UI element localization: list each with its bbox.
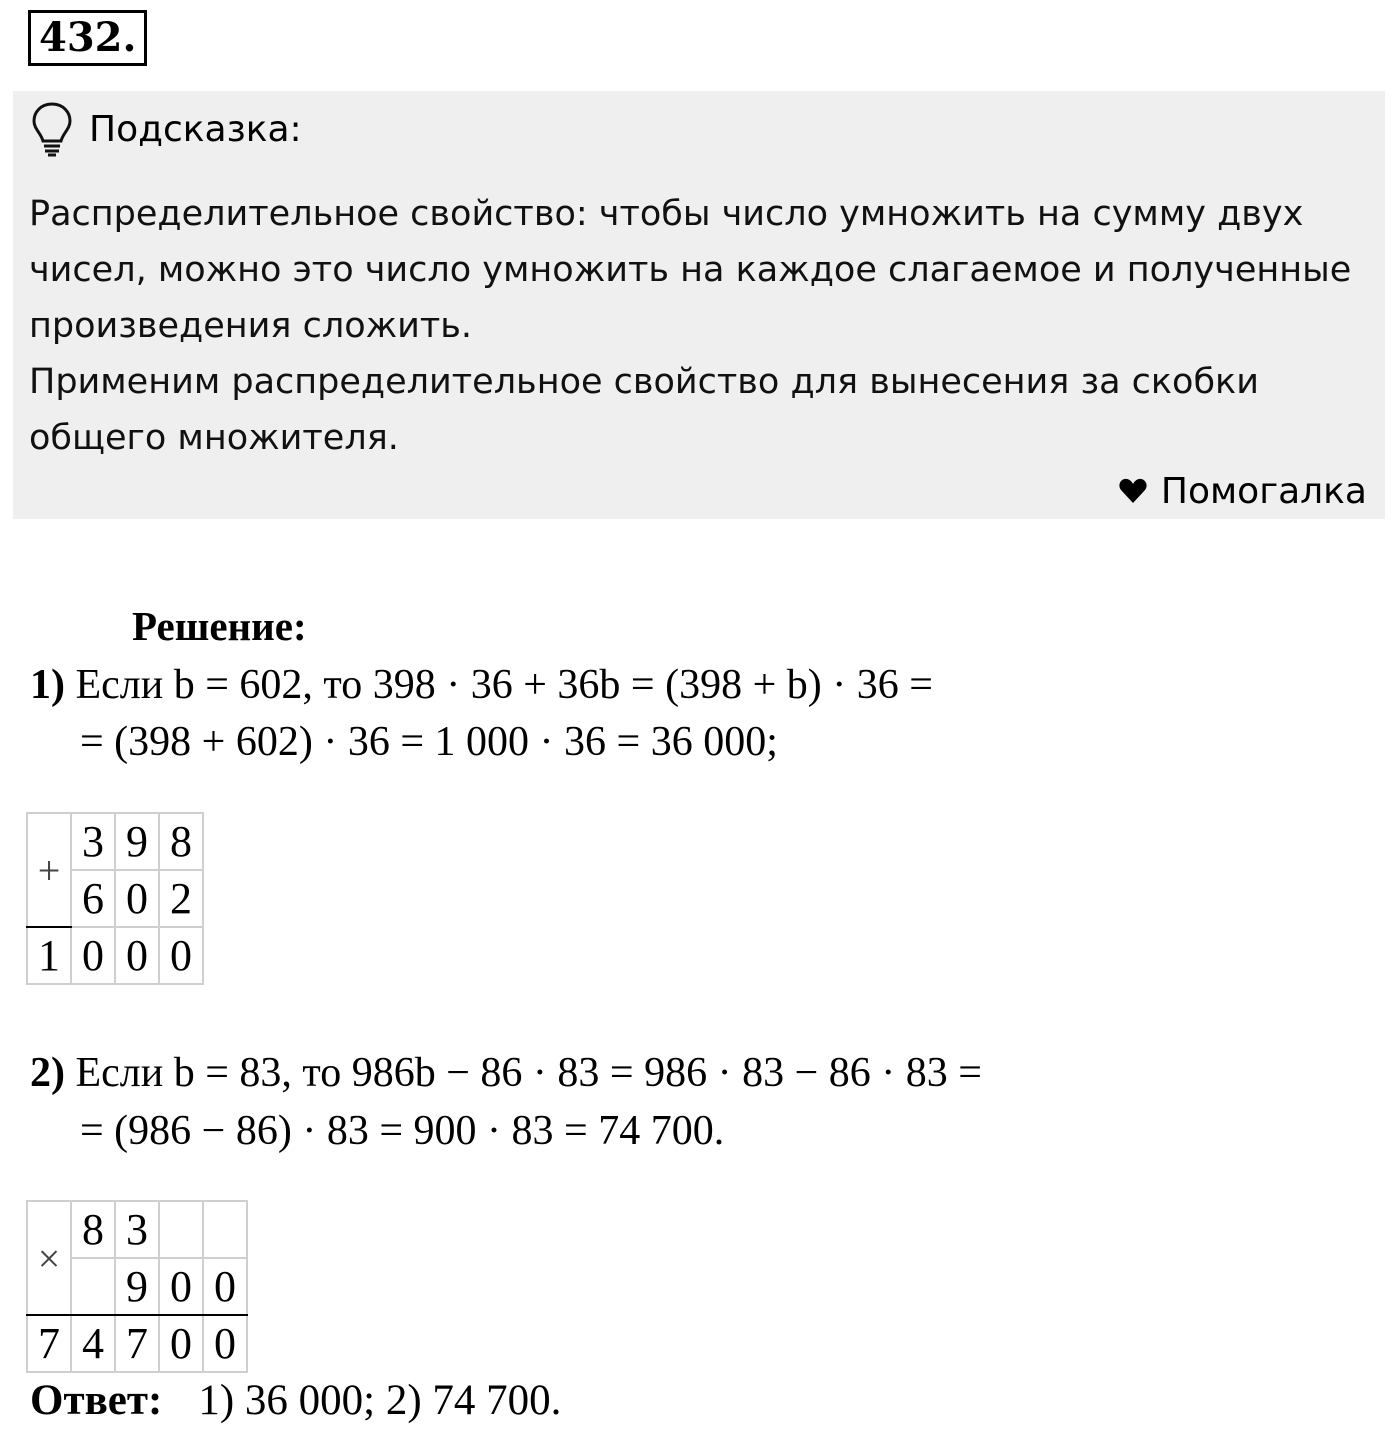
result-cell: 0 <box>203 1315 247 1372</box>
result-cell: 0 <box>115 927 159 984</box>
property-text: : чтобы число умножить на сумму двух чисел, можно это число умножить на каждое слагаемое и полученные произведения сложить. <box>29 194 1352 346</box>
part1-label: 1) <box>30 662 65 708</box>
brand <box>1119 463 1367 519</box>
part1-line1 <box>30 657 933 713</box>
result-cell: 0 <box>71 927 115 984</box>
multiplication-calc <box>26 1200 248 1373</box>
property-name: Распределительное свойство <box>29 194 576 234</box>
brand-label: Помогалка <box>1160 470 1367 512</box>
result-cell: 4 <box>71 1315 115 1372</box>
part1-expression: Если b = 602, то 398 · 36 + 36b = (398 + b) · 36 = <box>75 662 933 708</box>
result-cell: 0 <box>159 927 203 984</box>
hint-text <box>29 186 1374 466</box>
result-cell: 7 <box>115 1315 159 1372</box>
result-cell: 7 <box>27 1315 71 1372</box>
part2-label: 2) <box>30 1050 65 1096</box>
part2-line2: = (986 − 86) · 83 = 900 · 83 = 74 700. <box>80 1108 725 1154</box>
result-cell: 0 <box>159 1315 203 1372</box>
digit-cell <box>203 1201 247 1258</box>
digit-cell: 2 <box>159 870 203 927</box>
digit-cell: 3 <box>115 1201 159 1258</box>
digit-cell: 8 <box>71 1201 115 1258</box>
part1-line2: = (398 + 602) · 36 = 1 000 · 36 = 36 000; <box>80 719 778 765</box>
solution-title: Решение: <box>132 603 307 649</box>
digit-cell: 8 <box>159 813 203 870</box>
digit-cell: 0 <box>159 1258 203 1315</box>
hint-title: Подсказка: <box>89 108 302 150</box>
answer <box>30 1376 561 1425</box>
heart-icon <box>1119 478 1147 504</box>
hint-box <box>13 91 1385 519</box>
digit-cell: 0 <box>115 870 159 927</box>
task-number: 432. <box>28 10 147 66</box>
digit-cell: 9 <box>115 813 159 870</box>
digit-cell: 6 <box>71 870 115 927</box>
times-operator: × <box>27 1201 71 1315</box>
part2-line1 <box>30 1045 982 1101</box>
plus-operator: + <box>27 813 71 927</box>
answer-label: Ответ: <box>30 1377 163 1424</box>
answer-text: 1) 36 000; 2) 74 700. <box>198 1377 562 1424</box>
lightbulb-icon <box>31 101 73 157</box>
result-cell: 1 <box>27 927 71 984</box>
digit-cell: 9 <box>115 1258 159 1315</box>
hint-property <box>29 186 1374 354</box>
digit-cell: 0 <box>203 1258 247 1315</box>
digit-cell <box>71 1258 115 1315</box>
part2-expression: Если b = 83, то 986b − 86 · 83 = 986 · 83 − 86 · 83 = <box>75 1050 982 1096</box>
hint-header <box>31 99 302 159</box>
addition-calc <box>26 812 204 985</box>
hint-apply: Применим распределительное свойство для вынесения за скобки общего множителя. <box>29 362 1259 458</box>
digit-cell: 3 <box>71 813 115 870</box>
digit-cell <box>159 1201 203 1258</box>
